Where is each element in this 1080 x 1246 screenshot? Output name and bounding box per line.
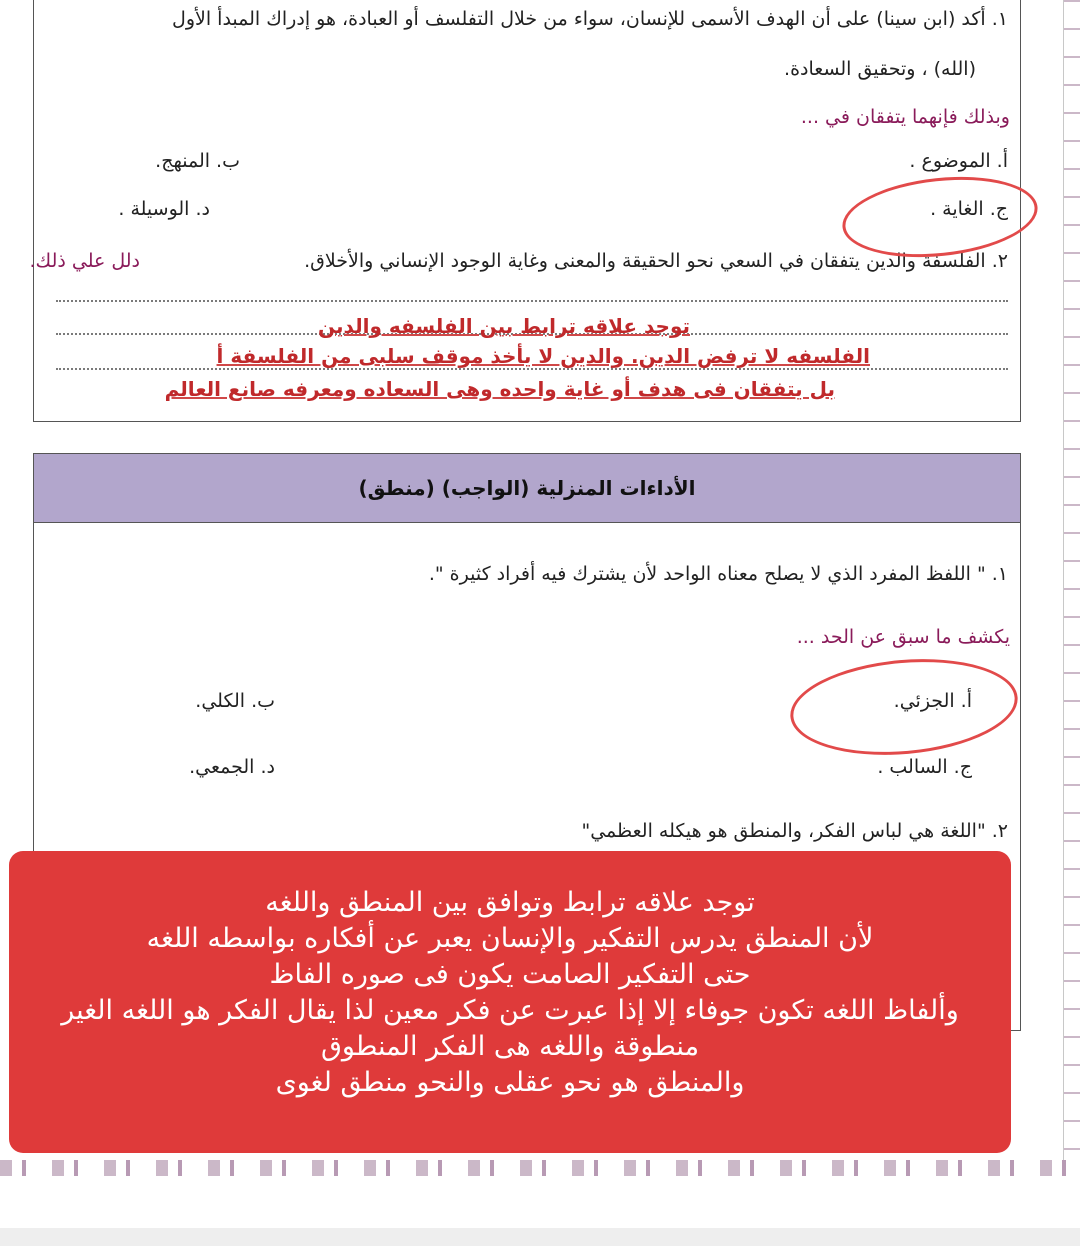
decorative-border-bottom bbox=[0, 1160, 1080, 1176]
q1-text-line2: (الله) ، وتحقيق السعادة. bbox=[784, 58, 976, 80]
q2-text: ٢. الفلسفة والدين يتفقان في السعي نحو الحقيقة والمعنى وغاية الوجود الإنساني والأخلاق. bbox=[304, 250, 1008, 272]
q1-prompt: وبذلك فإنهما يتفقان في ... bbox=[800, 106, 1010, 128]
logic-q2-text: ٢. "اللغة هي لباس الفكر، والمنطق هو هيكله العظمي" bbox=[581, 820, 1008, 842]
answer-overlay bbox=[9, 851, 1011, 1153]
q1-option-d: د. الوسيلة . bbox=[118, 198, 210, 220]
logic-q1-option-b: ب. الكلي. bbox=[195, 690, 275, 712]
answer-line: وألفاظ اللغه تكون جوفاء إلا إذا عبرت عن فكر معين لذا يقال الفكر هو اللغه الغير bbox=[61, 995, 959, 1026]
answer-line-1 bbox=[56, 300, 1008, 302]
logic-q1-option-c: ج. السالب . bbox=[877, 756, 972, 778]
bottom-strip bbox=[0, 1228, 1080, 1246]
answer-line: لأن المنطق يدرس التفكير والإنسان يعبر عن أفكاره بواسطه اللغه bbox=[146, 923, 874, 954]
decorative-border-right bbox=[1063, 0, 1080, 1168]
logic-q1-prompt: يكشف ما سبق عن الحد ... bbox=[796, 626, 1010, 648]
q1-text-line1: ١. أكد (ابن سينا) على أن الهدف الأسمى للإنسان، سواء من خلال التفلسف أو العبادة، هو إدراك المبدأ الأول bbox=[172, 8, 1008, 30]
q1-option-b: ب. المنهج. bbox=[155, 150, 240, 172]
q2-prompt: دلل علي ذلك. bbox=[29, 250, 140, 272]
handwritten-answer-1: توجد علاقه ترابط بين الفلسفه والدين bbox=[318, 314, 690, 338]
answer-line: منطوقة واللغه هى الفكر المنطوق bbox=[320, 1031, 700, 1062]
q1-option-c: ج. الغاية . bbox=[930, 198, 1008, 220]
answer-line: توجد علاقه ترابط وتوافق بين المنطق واللغه bbox=[265, 887, 755, 918]
section-header: الأداءات المنزلية (الواجب) (منطق) bbox=[34, 454, 1020, 523]
logic-q1-option-d: د. الجمعي. bbox=[189, 756, 275, 778]
handwritten-answer-2: الفلسفه لا ترفض الدين. والدين لا يأخذ موقف سلبى من الفلسفة أ bbox=[216, 344, 870, 368]
logic-q1-text: ١. " اللفظ المفرد الذي لا يصلح معناه الواحد لأن يشترك فيه أفراد كثيرة ". bbox=[428, 563, 1008, 585]
answer-line: حتى التفكير الصامت يكون فى صوره الفاظ bbox=[269, 959, 751, 990]
handwritten-answer-3: بل يتفقان فى هدف أو غاية واحده وهى السعاده ومعرفه صانع العالم bbox=[164, 377, 835, 401]
q1-option-a: أ. الموضوع . bbox=[909, 150, 1008, 172]
logic-q1-option-a: أ. الجزئي. bbox=[893, 690, 972, 712]
answer-line: والمنطق هو نحو عقلى والنحو منطق لغوى bbox=[275, 1067, 745, 1098]
